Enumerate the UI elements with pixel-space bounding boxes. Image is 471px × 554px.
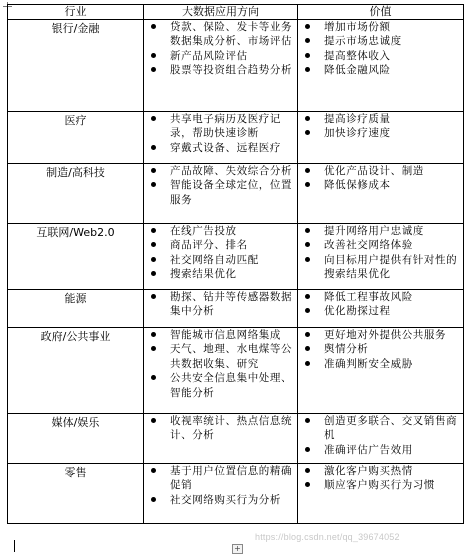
bullet-icon bbox=[151, 294, 156, 299]
list-item bbox=[298, 238, 463, 252]
bullet-icon bbox=[305, 308, 310, 313]
direction-cell bbox=[144, 164, 298, 224]
bullet-icon bbox=[151, 468, 156, 473]
direction-cell bbox=[144, 290, 298, 328]
list-item bbox=[298, 328, 463, 342]
list-item bbox=[144, 141, 297, 155]
direction-list bbox=[144, 20, 297, 78]
table-row bbox=[8, 224, 464, 290]
list-item-text: 加快诊疗速度 bbox=[324, 127, 391, 140]
list-item-text: 顺应客户购买行为习惯 bbox=[324, 479, 435, 492]
list-item bbox=[144, 63, 297, 77]
value-cell bbox=[298, 290, 464, 328]
watermark: https://blog.csdn.net/qq_39674052 bbox=[255, 532, 400, 542]
bullet-icon bbox=[305, 242, 310, 247]
list-item bbox=[298, 126, 463, 140]
bullet-icon bbox=[151, 24, 156, 29]
direction-cell bbox=[144, 414, 298, 464]
value-cell bbox=[298, 464, 464, 524]
value-list bbox=[298, 290, 463, 319]
direction-list bbox=[144, 164, 297, 207]
direction-cell bbox=[144, 112, 298, 164]
list-item-text: 增加市场份额 bbox=[324, 21, 391, 33]
list-item bbox=[298, 20, 463, 34]
bullet-icon bbox=[305, 24, 310, 29]
header-row bbox=[8, 5, 464, 20]
list-item bbox=[298, 357, 463, 371]
direction-list bbox=[144, 464, 297, 507]
direction-list bbox=[144, 112, 297, 155]
list-item-text: 社交网络购买行为分析 bbox=[170, 493, 281, 506]
list-item-text: 搜索结果优化 bbox=[170, 268, 237, 281]
direction-list bbox=[144, 414, 297, 443]
list-item-text: 优化勘探过程 bbox=[324, 305, 391, 318]
bullet-icon bbox=[151, 346, 156, 351]
value-cell bbox=[298, 328, 464, 414]
list-item bbox=[144, 464, 297, 493]
bullet-icon bbox=[151, 497, 156, 502]
list-item bbox=[144, 20, 297, 49]
list-item-text: 产品故障、失效综合分析 bbox=[170, 165, 293, 177]
bullet-icon bbox=[305, 130, 310, 135]
direction-cell bbox=[144, 20, 298, 112]
list-item-text: 股票等投资组合趋势分析 bbox=[170, 64, 293, 77]
value-list bbox=[298, 224, 463, 282]
bullet-icon bbox=[305, 182, 310, 187]
list-item bbox=[298, 224, 463, 238]
list-item-text: 创造更多联合、交叉销售商机 bbox=[324, 415, 458, 442]
list-item bbox=[144, 371, 297, 400]
list-item bbox=[144, 112, 297, 141]
bullet-icon bbox=[151, 228, 156, 233]
list-item bbox=[298, 49, 463, 63]
value-list bbox=[298, 464, 463, 493]
table-resize-handle[interactable]: + bbox=[232, 544, 243, 554]
list-item-text: 智能设备全球定位，位置服务 bbox=[170, 179, 293, 206]
direction-cell bbox=[144, 464, 298, 524]
value-list bbox=[298, 164, 463, 193]
list-item-text: 在线广告投放 bbox=[170, 225, 237, 237]
list-item-text: 收视率统计、热点信息统计、分析 bbox=[170, 415, 293, 442]
industry-cell: 能源 bbox=[8, 290, 144, 328]
list-item bbox=[298, 342, 463, 356]
table-body bbox=[8, 20, 464, 524]
bullet-icon bbox=[151, 145, 156, 150]
list-item bbox=[144, 253, 297, 267]
bullet-icon bbox=[305, 361, 310, 366]
industry-cell: 互联网/Web2.0 bbox=[8, 224, 144, 290]
list-item-text: 降低保修成本 bbox=[324, 179, 391, 192]
list-item-text: 改善社交网络体验 bbox=[324, 239, 413, 252]
list-item-text: 优化产品设计、制造 bbox=[324, 165, 424, 177]
list-item-text: 准确评估广告效用 bbox=[324, 443, 413, 456]
bullet-icon bbox=[305, 67, 310, 72]
industry-cell: 银行/金融 bbox=[8, 20, 144, 112]
list-item-text: 更好地对外提供公共服务 bbox=[324, 329, 447, 341]
list-item bbox=[298, 464, 463, 478]
list-item-text: 贷款、保险、发卡等业务数据集成分析、市场评估 bbox=[170, 21, 293, 48]
industry-cell: 零售 bbox=[8, 464, 144, 524]
value-cell bbox=[298, 164, 464, 224]
industry-bigdata-table bbox=[7, 4, 464, 524]
bullet-icon bbox=[151, 53, 156, 58]
value-list bbox=[298, 328, 463, 371]
bullet-icon bbox=[151, 67, 156, 72]
list-item-text: 商品评分、排名 bbox=[170, 239, 248, 252]
list-item-text: 穿戴式设备、远程医疗 bbox=[170, 141, 281, 154]
list-item bbox=[144, 493, 297, 507]
direction-cell bbox=[144, 328, 298, 414]
list-item-text: 降低金融风险 bbox=[324, 64, 391, 77]
header-industry: 行业 bbox=[8, 5, 144, 20]
list-item-text: 基于用户位置信息的精确促销 bbox=[170, 465, 293, 492]
list-item-text: 准确判断安全威胁 bbox=[324, 357, 413, 370]
list-item-text: 舆情分析 bbox=[324, 343, 369, 356]
list-item-text: 提高整体收入 bbox=[324, 49, 391, 62]
bullet-icon bbox=[305, 228, 310, 233]
list-item bbox=[298, 178, 463, 192]
list-item bbox=[298, 304, 463, 318]
bullet-icon bbox=[305, 447, 310, 452]
industry-cell: 制造/高科技 bbox=[8, 164, 144, 224]
list-item-text: 智能城市信息网络集成 bbox=[170, 329, 281, 341]
list-item bbox=[298, 34, 463, 48]
list-item-text: 公共安全信息集中处理、智能分析 bbox=[170, 372, 293, 399]
value-list bbox=[298, 20, 463, 78]
bullet-icon bbox=[151, 168, 156, 173]
value-cell bbox=[298, 414, 464, 464]
list-item bbox=[298, 290, 463, 304]
bullet-icon bbox=[305, 257, 310, 262]
list-item bbox=[298, 443, 463, 457]
bullet-icon bbox=[305, 346, 310, 351]
list-item-text: 提高诊疗质量 bbox=[324, 113, 391, 125]
table-row bbox=[8, 290, 464, 328]
bullet-icon bbox=[151, 332, 156, 337]
table-row bbox=[8, 328, 464, 414]
bullet-icon bbox=[305, 53, 310, 58]
list-item-text: 降低工程事故风险 bbox=[324, 291, 413, 303]
header-value: 价值 bbox=[298, 5, 464, 20]
list-item-text: 提升网络用户忠诚度 bbox=[324, 225, 424, 237]
text-boundary-marker bbox=[14, 540, 15, 552]
value-list bbox=[298, 414, 463, 457]
list-item bbox=[144, 267, 297, 281]
value-list bbox=[298, 112, 463, 141]
list-item bbox=[144, 328, 297, 342]
list-item-text: 提示市场忠诚度 bbox=[324, 35, 402, 48]
value-cell bbox=[298, 224, 464, 290]
industry-cell: 医疗 bbox=[8, 112, 144, 164]
table-row bbox=[8, 112, 464, 164]
list-item-text: 共享电子病历及医疗记录，帮助快速诊断 bbox=[170, 113, 281, 140]
list-item bbox=[298, 63, 463, 77]
list-item bbox=[144, 49, 297, 63]
list-item bbox=[144, 342, 297, 371]
list-item-text: 新产品风险评估 bbox=[170, 49, 248, 62]
direction-list bbox=[144, 224, 297, 282]
industry-cell: 媒体/娱乐 bbox=[8, 414, 144, 464]
bullet-icon bbox=[305, 294, 310, 299]
direction-list bbox=[144, 290, 297, 319]
value-cell bbox=[298, 112, 464, 164]
value-cell bbox=[298, 20, 464, 112]
list-item bbox=[298, 164, 463, 178]
bullet-icon bbox=[305, 116, 310, 121]
table-row bbox=[8, 414, 464, 464]
list-item bbox=[144, 224, 297, 238]
bullet-icon bbox=[305, 468, 310, 473]
list-item bbox=[298, 414, 463, 443]
table-row bbox=[8, 464, 464, 524]
table-row bbox=[8, 164, 464, 224]
bullet-icon bbox=[305, 418, 310, 423]
list-item bbox=[298, 112, 463, 126]
industry-cell: 政府/公共事业 bbox=[8, 328, 144, 414]
bullet-icon bbox=[305, 332, 310, 337]
bullet-icon bbox=[151, 116, 156, 121]
list-item-text: 激化客户购买热情 bbox=[324, 465, 413, 477]
bullet-icon bbox=[151, 271, 156, 276]
bullet-icon bbox=[151, 375, 156, 380]
bullet-icon bbox=[305, 482, 310, 487]
list-item-text: 勘探、钻井等传感器数据集中分析 bbox=[170, 291, 293, 318]
list-item bbox=[144, 290, 297, 319]
list-item bbox=[144, 414, 297, 443]
list-item bbox=[144, 164, 297, 178]
list-item-text: 天气、地理、水电煤等公共数据收集、研究 bbox=[170, 343, 293, 370]
list-item bbox=[298, 253, 463, 282]
header-direction: 大数据应用方向 bbox=[144, 5, 298, 20]
bullet-icon bbox=[151, 242, 156, 247]
bullet-icon bbox=[151, 257, 156, 262]
list-item bbox=[144, 238, 297, 252]
bullet-icon bbox=[305, 38, 310, 43]
list-item-text: 向目标用户提供有针对性的搜索结果优化 bbox=[324, 253, 458, 281]
list-item bbox=[298, 478, 463, 492]
bullet-icon bbox=[151, 418, 156, 423]
direction-cell bbox=[144, 224, 298, 290]
list-item bbox=[144, 178, 297, 207]
list-item-text: 社交网络自动匹配 bbox=[170, 253, 259, 266]
bullet-icon bbox=[151, 182, 156, 187]
bullet-icon bbox=[305, 168, 310, 173]
direction-list bbox=[144, 328, 297, 400]
table-row bbox=[8, 20, 464, 112]
